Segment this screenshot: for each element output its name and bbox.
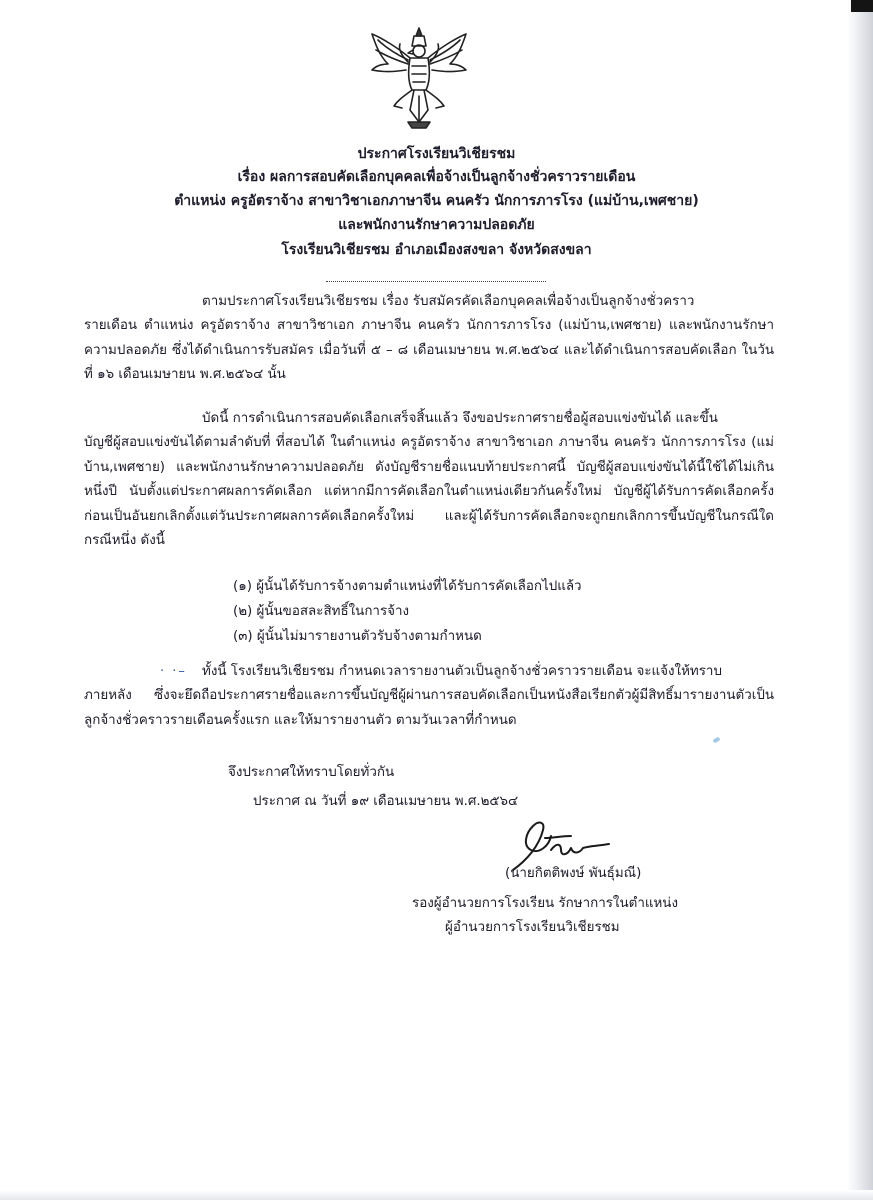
condition-item-1: (๑) ผู้นั้นได้รับการจ้างตามตำแหน่งที่ได้รับการคัดเลือกไปแล้ว [233, 579, 582, 594]
dotted-divider [326, 281, 546, 282]
signatory-role: รองผู้อำนวยการโรงเรียน รักษาการในตำแหน่ง [412, 896, 678, 911]
ink-smudge-mark: · ·– [160, 664, 187, 679]
paragraph-reference-first-line: ตามประกาศโรงเรียนวิเชียรชม เรื่อง รับสมัครคัดเลือกบุคคลเพื่อจ้างเป็นลูกจ้างชั่วคราว [202, 294, 695, 309]
condition-item-3: (๓) ผู้นั้นไม่มารายงานตัวรับจ้างตามกำหนด [233, 629, 482, 644]
paragraph-reporting-first-line: ทั้งนี้ โรงเรียนวิเชียรชม กำหนดเวลารายงานตัวเป็นลูกจ้างชั่วคราวรายเดือน จะแจ้งให้ทราบ [202, 664, 722, 679]
announcement-title: ประกาศโรงเรียนวิเชียรชม [357, 146, 516, 162]
condition-item-2: (๒) ผู้นั้นขอสละสิทธิ์ในการจ้าง [233, 604, 410, 619]
paragraph-results [84, 407, 774, 553]
paragraph-results-body: บัญชีผู้สอบแข่งขันได้ตามลำดับที่ ที่สอบได้ ในตำแหน่ง ครูอัตราจ้าง สาขาวิชาเอก ภาษาจีน คนครัว นักการภารโรง (แม่บ้าน,เพศชาย) และพนักงานรักษาความปลอดภัย ดังบัญชีรายชื่อแนบท้ายประกาศนี้ บัญชีผู้สอบแข่งขันได้นี้ใช้ได้ไม่เกินหนึ่งปี นับตั้งแต่ประกาศผลการคัดเลือก แต่หากมีการคัดเลือกในตำแหน่งเดียวกันครั้งใหม่ บัญชีผู้ได้รับการคัดเลือกครั้งก่อนเป็นอันยกเลิกตั้งแต่วันประกาศผลการคัดเลือกครั้งใหม่ และผู้ได้รับการคัดเลือกจะถูกยกเลิกการขึ้นบัญชีในกรณีใดกรณีหนึ่ง ดังนี้ [84, 435, 774, 549]
announcement-positions-continued: และพนักงานรักษาความปลอดภัย [338, 217, 535, 233]
paragraph-reference-body: รายเดือน ตำแหน่ง ครูอัตราจ้าง สาขาวิชาเอก ภาษาจีน คนครัว นักการภารโรง (แม่บ้าน,เพศชาย) และพนักงานรักษาความปลอดภัย ซึ่งได้ดำเนินการรับสมัคร เมื่อวันที่ ๕ – ๘ เดือนเมษายน พ.ศ.๒๕๖๔ และได้ดำเนินการสอบคัดเลือก ในวันที่ ๑๖ เดือนเมษายน พ.ศ.๒๕๖๔ นั้น [84, 318, 774, 383]
signatory-name: (นายกิตติพงษ์ พันธุ์มณี) [505, 866, 642, 881]
scan-bottom-edge [0, 1190, 873, 1200]
scan-corner [851, 0, 873, 12]
announcement-positions: ตำแหน่ง ครูอัตราจ้าง สาขาวิชาเอกภาษาจีน คนครัว นักการภารโรง (แม่บ้าน,เพศชาย) [174, 193, 699, 209]
paragraph-reporting-body: ภายหลัง ซึ่งจะยึดถือประกาศรายชื่อและการขึ้นบัญชีผู้ผ่านการสอบคัดเลือกเป็นหนังสือเรียกตัวผู้มีสิทธิ์มารายงานตัวเป็นลูกจ้างชั่วคราวรายเดือนครั้งแรก และให้มารายงานตัว ตามวันเวลาที่กำหนด [84, 688, 774, 728]
garuda-emblem-icon [368, 26, 470, 130]
paragraph-reference [84, 290, 774, 388]
paragraph-results-first-line: บัดนี้ การดำเนินการสอบคัดเลือกเสร็จสิ้นแล้ว จึงขอประกาศรายชื่อผู้สอบแข่งขันได้ และขึ้น [202, 411, 718, 426]
announcement-school: โรงเรียนวิเชียรชม อำเภอเมืองสงขลา จังหวัดสงขลา [281, 242, 592, 258]
announcement-subject: เรื่อง ผลการสอบคัดเลือกบุคคลเพื่อจ้างเป็นลูกจ้างชั่วคราวรายเดือน [237, 169, 636, 185]
announcement-date: ประกาศ ณ วันที่ ๑๙ เดือนเมษายน พ.ศ.๒๕๖๔ [253, 794, 519, 809]
closing-statement: จึงประกาศให้ทราบโดยทั่วกัน [228, 765, 395, 780]
paragraph-reporting [84, 660, 774, 733]
ink-mark [712, 737, 720, 744]
signatory-role-continued: ผู้อำนวยการโรงเรียนวิเชียรชม [445, 920, 620, 935]
